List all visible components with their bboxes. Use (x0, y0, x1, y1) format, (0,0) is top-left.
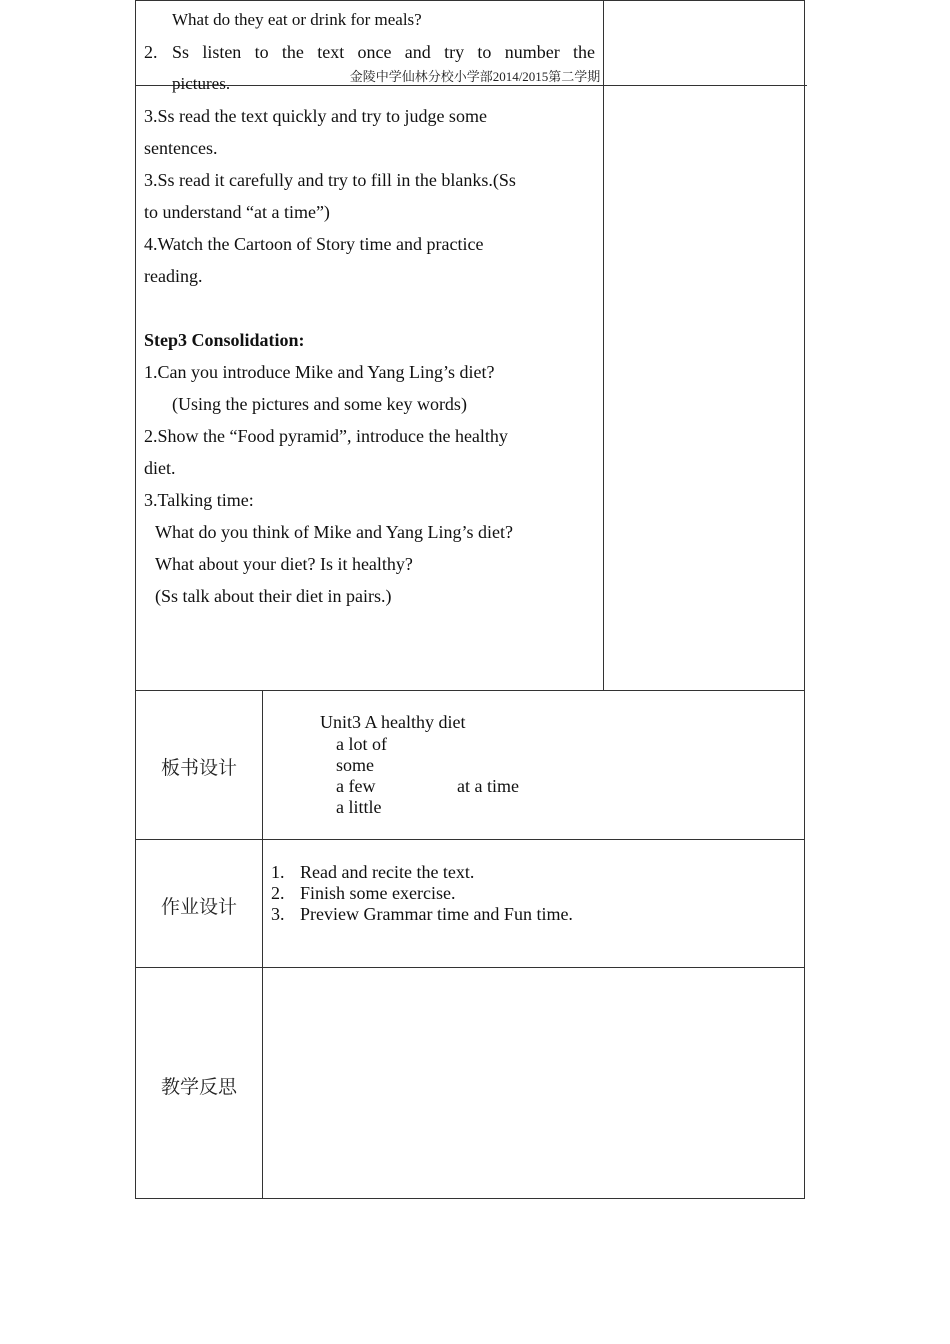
homework-label: 作业设计 (160, 896, 237, 918)
word: the (572, 42, 595, 62)
word: text (317, 42, 345, 62)
process-item-2-line (172, 36, 595, 68)
word: and (404, 42, 431, 62)
board-title: Unit3 A healthy diet (320, 712, 466, 732)
word: try (444, 42, 465, 62)
process-item-2-continuation: pictures. (172, 74, 231, 93)
board-word-some: some (336, 755, 374, 775)
table-bottom-border (135, 1198, 805, 1199)
board-word-a-lot-of: a lot of (336, 734, 387, 754)
process-item-3b: 3.Ss read it carefully and try to fill in the blanks.(Ss (144, 170, 516, 190)
page-header: 金陵中学仙林分校小学部2014/2015第二学期 (349, 69, 601, 84)
talking-question-2: What about your diet? Is it healthy? (155, 554, 413, 574)
consolidation-item-1: 1.Can you introduce Mike and Yang Ling’s diet? (144, 362, 495, 382)
board-design-label: 板书设计 (160, 757, 237, 779)
word: number (504, 42, 560, 62)
row-divider-board (135, 690, 805, 691)
word: listen (202, 42, 242, 62)
table-left-border (135, 0, 136, 1199)
table-right-border (804, 0, 805, 1199)
process-notes-divider (603, 0, 604, 691)
reflection-label: 教学反思 (160, 1076, 237, 1098)
board-word-a-little: a little (336, 797, 382, 817)
process-item-3a: 3.Ss read the text quickly and try to judge some (144, 106, 487, 126)
reflection-content-area[interactable] (263, 968, 804, 1198)
step3-heading: Step3 Consolidation: (144, 330, 305, 350)
word: to (477, 42, 492, 62)
homework-item-3-number: 3. (271, 904, 285, 924)
row-divider-homework (135, 839, 805, 840)
homework-item-1-number: 1. (271, 862, 285, 882)
consolidation-item-2: 2.Show the “Food pyramid”, introduce the healthy (144, 426, 508, 446)
talking-instruction: (Ss talk about their diet in pairs.) (155, 586, 392, 606)
process-item-3b-continuation: to understand “at a time”) (144, 202, 330, 222)
consolidation-item-1-note: (Using the pictures and some key words) (172, 394, 467, 414)
homework-item-1: Read and recite the text. (300, 862, 475, 882)
word: Ss (172, 42, 190, 62)
process-item-2-number: 2. (144, 42, 158, 62)
header-rule (135, 85, 807, 86)
consolidation-item-3: 3.Talking time: (144, 490, 254, 510)
talking-question-1: What do you think of Mike and Yang Ling’s diet? (155, 522, 513, 542)
word: the (281, 42, 304, 62)
homework-item-3: Preview Grammar time and Fun time. (300, 904, 573, 924)
process-item-3a-continuation: sentences. (144, 138, 218, 158)
word: once (357, 42, 392, 62)
process-item-4: 4.Watch the Cartoon of Story time and practice (144, 234, 484, 254)
word: to (254, 42, 269, 62)
homework-item-2: Finish some exercise. (300, 883, 456, 903)
board-word-a-few: a few (336, 776, 376, 796)
homework-item-2-number: 2. (271, 883, 285, 903)
consolidation-item-2-continuation: diet. (144, 458, 176, 478)
table-top-border (135, 0, 805, 1)
board-phrase: at a time (457, 776, 519, 796)
process-item-4-continuation: reading. (144, 266, 203, 286)
process-question-line: What do they eat or drink for meals? (172, 10, 422, 29)
